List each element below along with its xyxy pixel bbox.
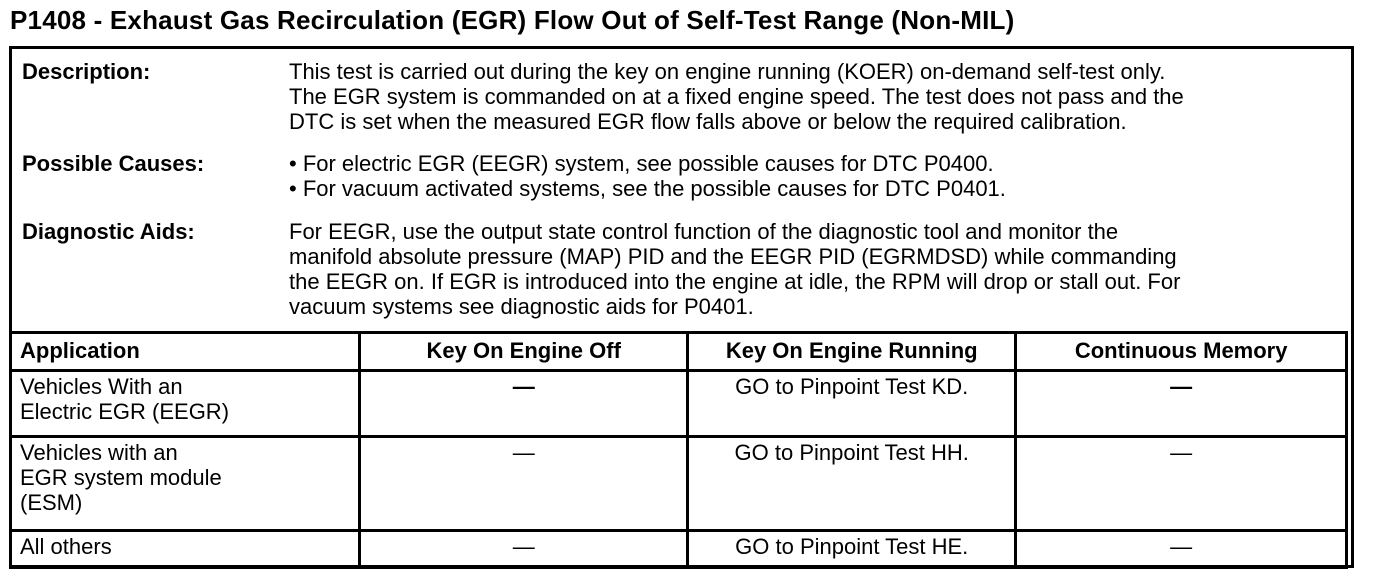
description-text [289, 59, 1359, 134]
diagnostic-aids-line: vacuum systems see diagnostic aids for P0401. [289, 294, 754, 319]
koer-cell: GO to Pinpoint Test HH. [688, 437, 1016, 531]
diagnostic-aids-line: manifold absolute pressure (MAP) PID and the EEGR PID (EGRMDSD) while commanding [289, 244, 1177, 269]
application-cell: Vehicles with an EGR system module (ESM) [11, 437, 360, 531]
continuous-memory-cell: — [1016, 371, 1347, 437]
column-header: Application [11, 333, 360, 371]
diagnostic-aids-text [289, 219, 1359, 319]
possible-cause-item: • For electric EGR (EEGR) system, see possible causes for DTC P0400. [289, 151, 994, 176]
application-cell: Vehicles With an Electric EGR (EEGR) [11, 371, 360, 437]
diagnostic-aids-line: For EEGR, use the output state control function of the diagnostic tool and monitor the [289, 219, 1119, 244]
continuous-memory-cell: — [1016, 531, 1347, 568]
koeo-cell: — [360, 437, 688, 531]
table-row [11, 531, 1347, 568]
page-title: P1408 - Exhaust Gas Recirculation (EGR) Flow Out of Self-Test Range (Non-MIL) [10, 5, 1015, 35]
koeo-cell: — [360, 371, 688, 437]
koer-cell: GO to Pinpoint Test KD. [688, 371, 1016, 437]
possible-causes-label: Possible Causes: [22, 151, 205, 176]
diagnostic-aids-line: the EEGR on. If EGR is introduced into the engine at idle, the RPM will drop or stall out. For [289, 269, 1181, 294]
column-header: Key On Engine Off [360, 333, 688, 371]
description-line: This test is carried out during the key on engine running (KOER) on-demand self-test only. [289, 59, 1166, 84]
continuous-memory-cell: — [1016, 437, 1347, 531]
table-row [11, 371, 1347, 437]
koeo-cell: — [360, 531, 688, 568]
diagnostic-aids-label: Diagnostic Aids: [22, 219, 195, 244]
column-header: Continuous Memory [1016, 333, 1347, 371]
possible-cause-item: • For vacuum activated systems, see the possible causes for DTC P0401. [289, 176, 1006, 201]
table-row [11, 437, 1347, 531]
description-line: DTC is set when the measured EGR flow falls above or below the required calibration. [289, 109, 1127, 134]
dtc-info-box [9, 46, 1354, 568]
application-table [9, 331, 1348, 569]
column-header: Key On Engine Running [688, 333, 1016, 371]
table-header-row [11, 333, 1347, 371]
application-cell: All others [11, 531, 360, 568]
description-label: Description: [22, 59, 151, 84]
possible-causes-list [289, 151, 1359, 201]
description-line: The EGR system is commanded on at a fixed engine speed. The test does not pass and the [289, 84, 1184, 109]
koer-cell: GO to Pinpoint Test HE. [688, 531, 1016, 568]
